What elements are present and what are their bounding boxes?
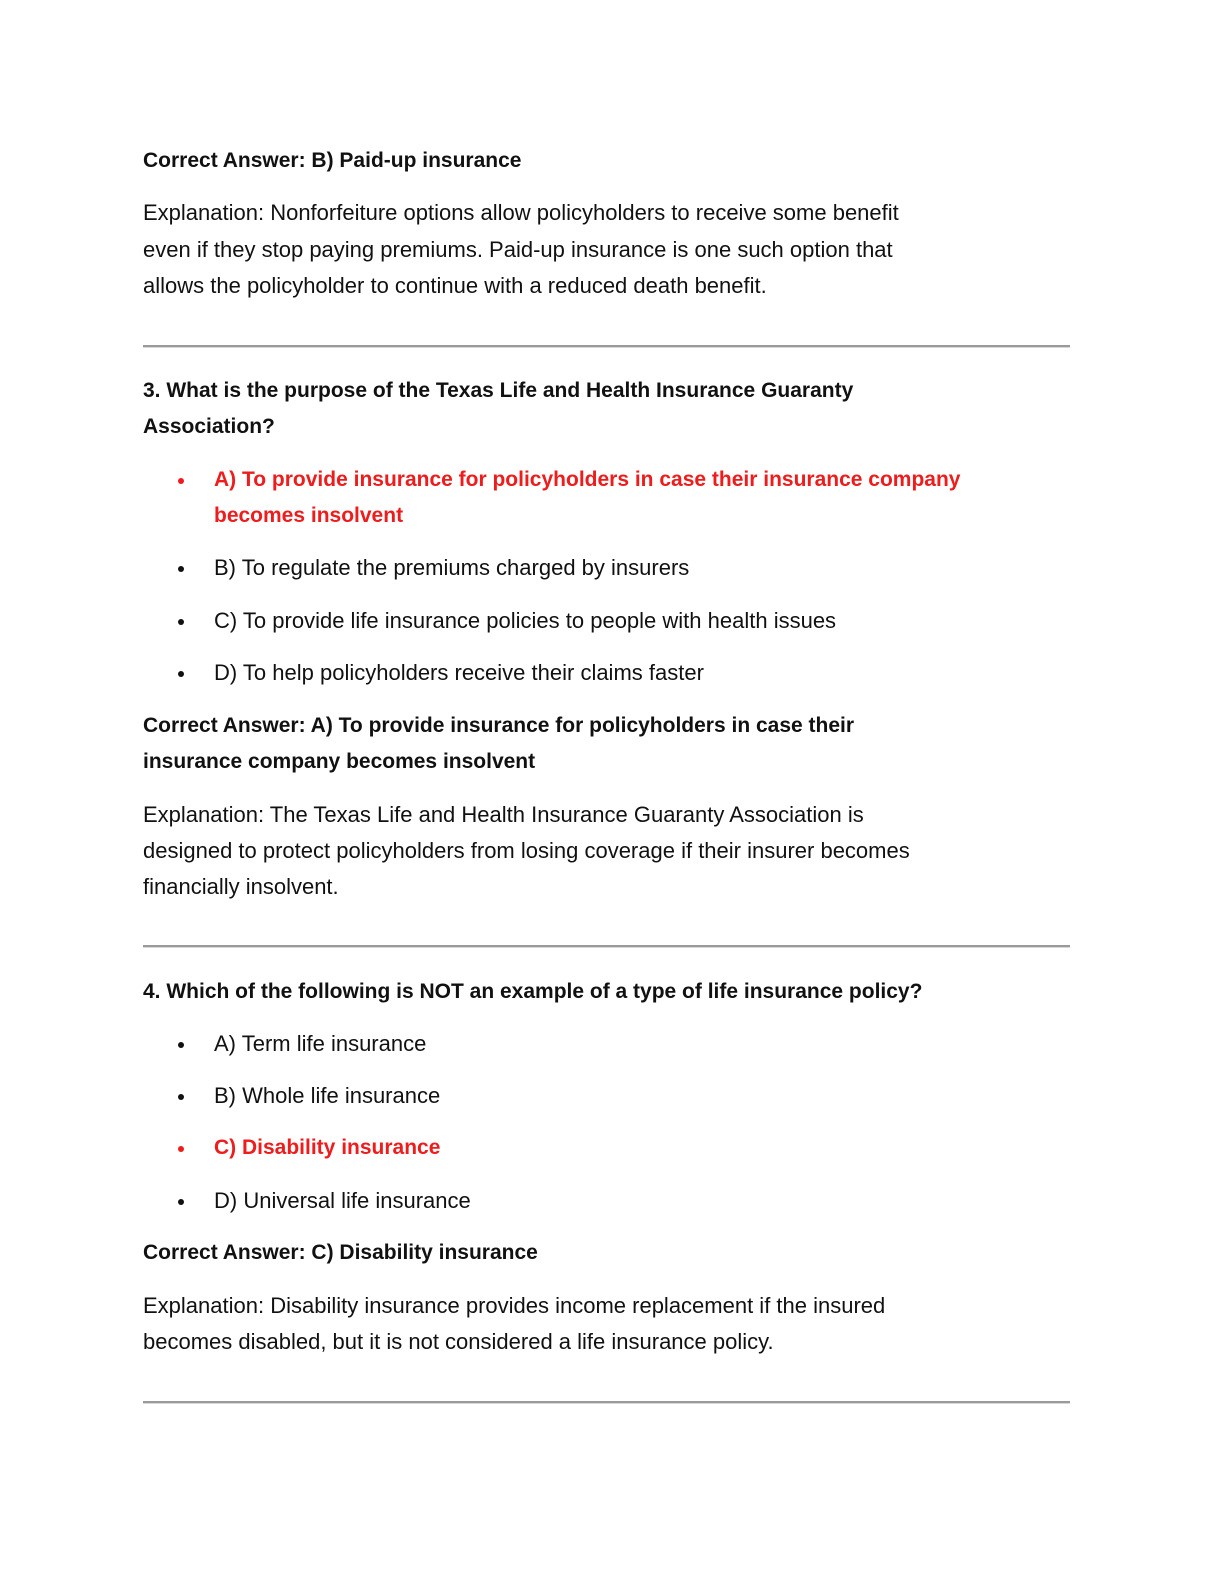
explanation-line: Explanation: The Texas Life and Health Insurance Guaranty Association is [143, 802, 864, 827]
bullet-icon [178, 1146, 184, 1152]
divider [143, 1401, 1070, 1404]
bullet-icon [178, 619, 184, 625]
option-b: B) To regulate the premiums charged by insurers [214, 555, 690, 580]
question-3-title: Association? [143, 415, 275, 438]
correct-answer: Correct Answer: B) Paid-up insurance [143, 149, 522, 172]
option-a-correct: A) To provide insurance for policyholders in case their insurance company [214, 468, 961, 491]
option-d: D) To help policyholders receive their claims faster [214, 660, 704, 685]
explanation-line: allows the policyholder to continue with a reduced death benefit. [143, 273, 767, 298]
bullet-icon [178, 478, 184, 484]
bullet-icon [178, 1199, 184, 1205]
explanation-line: financially insolvent. [143, 874, 339, 899]
explanation-line: becomes disabled, but it is not considered a life insurance policy. [143, 1329, 774, 1354]
correct-answer: Correct Answer: A) To provide insurance for policyholders in case their [143, 714, 855, 737]
bullet-icon [178, 1094, 184, 1100]
explanation-line: even if they stop paying premiums. Paid-up insurance is one such option that [143, 237, 893, 262]
option-d: D) Universal life insurance [214, 1188, 471, 1213]
correct-answer: Correct Answer: C) Disability insurance [143, 1241, 538, 1264]
divider [143, 945, 1070, 948]
explanation-line: Explanation: Nonforfeiture options allow policyholders to receive some benefit [143, 200, 899, 225]
option-a: A) Term life insurance [214, 1031, 427, 1056]
bullet-icon [178, 1042, 184, 1048]
question-3-title: 3. What is the purpose of the Texas Life and Health Insurance Guaranty [143, 379, 854, 402]
bullet-icon [178, 566, 184, 572]
option-c-correct: C) Disability insurance [214, 1136, 441, 1159]
option-a-correct: becomes insolvent [214, 504, 404, 527]
option-c: C) To provide life insurance policies to people with health issues [214, 608, 837, 633]
option-b: B) Whole life insurance [214, 1083, 441, 1108]
bullet-icon [178, 671, 184, 677]
question-4-title: 4. Which of the following is NOT an example of a type of life insurance policy? [143, 980, 923, 1003]
explanation-line: Explanation: Disability insurance provides income replacement if the insured [143, 1293, 886, 1318]
divider [143, 345, 1070, 348]
correct-answer: insurance company becomes insolvent [143, 750, 536, 773]
explanation-line: designed to protect policyholders from losing coverage if their insurer becomes [143, 838, 910, 863]
